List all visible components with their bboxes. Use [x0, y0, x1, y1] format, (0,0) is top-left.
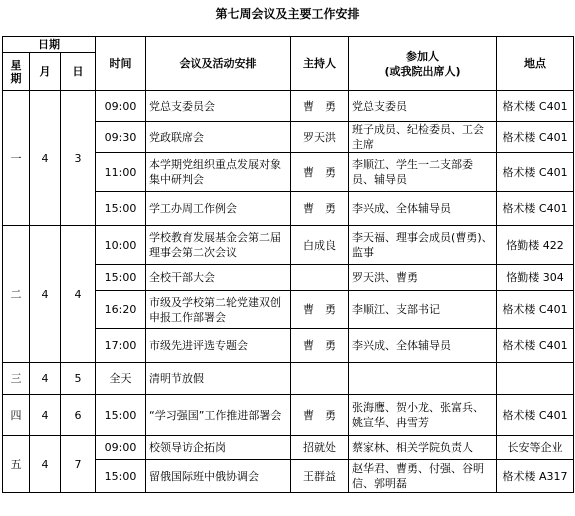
- table-row: [3, 395, 574, 436]
- cell-host: 曹 勇: [291, 395, 349, 436]
- cell-day: 6: [61, 395, 96, 436]
- cell-host: 曹 勇: [291, 329, 349, 363]
- cell-host: 曹 勇: [291, 91, 349, 122]
- cell-activity: 学工办周工作例会: [146, 192, 291, 226]
- header-time: 时间: [96, 37, 146, 91]
- cell-time: 全天: [96, 363, 146, 395]
- cell-location: 格术楼 C401: [497, 192, 574, 226]
- cell-activity: 党总支委员会: [146, 91, 291, 122]
- cell-activity: 学校教育发展基金会第二届理事会第二次会议: [146, 226, 291, 265]
- cell-participants: 班子成员、纪检委员、工会主席: [349, 122, 497, 153]
- cell-location: 格术楼 C401: [497, 291, 574, 329]
- header-activity: 会议及活动安排: [146, 37, 291, 91]
- cell-location: 格术楼 C401: [497, 395, 574, 436]
- cell-participants: 李顺江、学生一二支部委员、辅导员: [349, 153, 497, 192]
- cell-time: 15:00: [96, 265, 146, 291]
- cell-time: 09:00: [96, 436, 146, 460]
- cell-weekday: 三: [3, 363, 30, 395]
- header-location: 地点: [497, 37, 574, 91]
- cell-host: 曹 勇: [291, 192, 349, 226]
- cell-activity: 本学期党组织重点发展对象集中研判会: [146, 153, 291, 192]
- header-month: 月: [30, 53, 61, 91]
- cell-host: 罗天洪: [291, 122, 349, 153]
- table-row: [3, 91, 574, 122]
- cell-location: 恪勤楼 304: [497, 265, 574, 291]
- cell-day: 7: [61, 436, 96, 493]
- cell-host: [291, 265, 349, 291]
- cell-activity: 留俄国际班中俄协调会: [146, 460, 291, 493]
- cell-activity: 校领导访企拓岗: [146, 436, 291, 460]
- cell-host: 招就处: [291, 436, 349, 460]
- cell-host: 曹 勇: [291, 291, 349, 329]
- cell-participants: 蔡家林、相关学院负责人: [349, 436, 497, 460]
- cell-host: [291, 363, 349, 395]
- cell-weekday: 四: [3, 395, 30, 436]
- cell-location: 格术楼 A317: [497, 460, 574, 493]
- cell-weekday: 一: [3, 91, 30, 226]
- cell-participants: 罗天洪、曹勇: [349, 265, 497, 291]
- cell-host: 白成良: [291, 226, 349, 265]
- cell-location: 格术楼 C401: [497, 153, 574, 192]
- cell-time: 15:00: [96, 460, 146, 493]
- table-row: [3, 363, 574, 395]
- header-host: 主持人: [291, 37, 349, 91]
- cell-month: 4: [30, 436, 61, 493]
- cell-time: 09:00: [96, 91, 146, 122]
- cell-day: 3: [61, 91, 96, 226]
- cell-location: 长安等企业: [497, 436, 574, 460]
- cell-time: 15:00: [96, 192, 146, 226]
- cell-month: 4: [30, 395, 61, 436]
- cell-time: 17:00: [96, 329, 146, 363]
- cell-month: 4: [30, 226, 61, 363]
- cell-participants: 李兴成、全体辅导员: [349, 192, 497, 226]
- cell-location: 格术楼 C401: [497, 329, 574, 363]
- cell-day: 5: [61, 363, 96, 395]
- header-date: 日期: [3, 37, 96, 53]
- cell-activity: 清明节放假: [146, 363, 291, 395]
- cell-activity: 市级及学校第二轮党建双创申报工作部署会: [146, 291, 291, 329]
- cell-time: 16:20: [96, 291, 146, 329]
- cell-time: 11:00: [96, 153, 146, 192]
- cell-location: 格术楼 C401: [497, 122, 574, 153]
- cell-host: 王群益: [291, 460, 349, 493]
- cell-location: [497, 363, 574, 395]
- cell-participants: 李顺江、支部书记: [349, 291, 497, 329]
- cell-time: 15:00: [96, 395, 146, 436]
- cell-activity: “学习强国”工作推进部署会: [146, 395, 291, 436]
- cell-participants: 党总支委员: [349, 91, 497, 122]
- table-row: [3, 226, 574, 265]
- cell-weekday: 二: [3, 226, 30, 363]
- schedule-table: [2, 36, 574, 493]
- cell-participants: 李兴成、全体辅导员: [349, 329, 497, 363]
- cell-participants: 张海鹰、贺小龙、张富兵、姚宣华、冉雪芳: [349, 395, 497, 436]
- table-row: [3, 436, 574, 460]
- cell-month: 4: [30, 91, 61, 226]
- cell-host: 曹 勇: [291, 153, 349, 192]
- header-day: 日: [61, 53, 96, 91]
- cell-location: 格术楼 C401: [497, 91, 574, 122]
- cell-activity: 全校干部大会: [146, 265, 291, 291]
- header-participants: 参加人 (或我院出席人): [349, 37, 497, 91]
- cell-participants: 赵华君、曹勇、付强、谷明信、郭明磊: [349, 460, 497, 493]
- page-title: 第七周会议及主要工作安排: [215, 7, 360, 21]
- cell-activity: 党政联席会: [146, 122, 291, 153]
- cell-participants: [349, 363, 497, 395]
- cell-location: 恪勤楼 422: [497, 226, 574, 265]
- cell-weekday: 五: [3, 436, 30, 493]
- cell-activity: 市级先进评选专题会: [146, 329, 291, 363]
- cell-day: 4: [61, 226, 96, 363]
- cell-time: 09:30: [96, 122, 146, 153]
- cell-participants: 李天福、理事会成员(曹勇)、监事: [349, 226, 497, 265]
- cell-month: 4: [30, 363, 61, 395]
- header-weekday: 星期: [3, 53, 30, 91]
- cell-time: 10:00: [96, 226, 146, 265]
